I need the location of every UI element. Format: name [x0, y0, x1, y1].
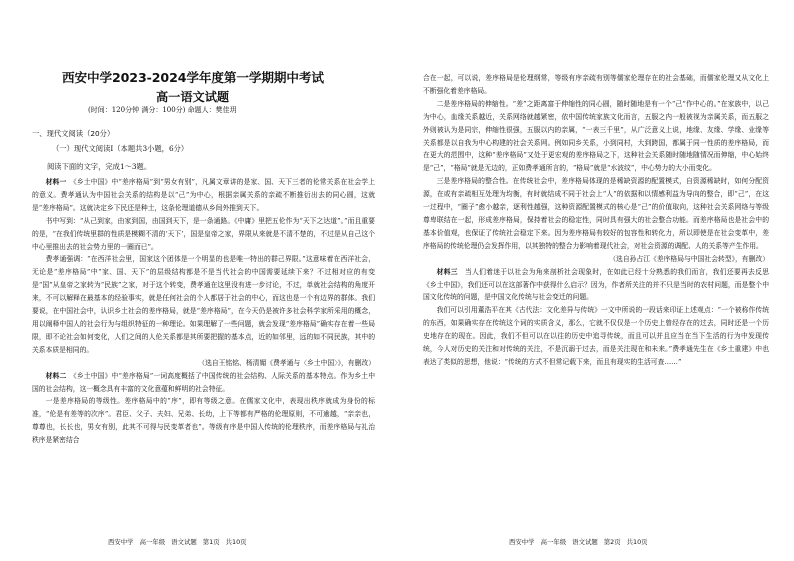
material-one [32, 176, 375, 447]
material-one-source: （选自王铭铭、杨清媚《费孝通与〈乡土中国〉》，有删改） [198, 358, 375, 367]
material-two-label: 材料二 [45, 371, 67, 380]
material-three-label: 材料三 [436, 267, 458, 276]
material-one-label: 材料一 [45, 178, 67, 186]
material-three-para-2: 我们可以引用董浩平在其《古代法：文化差异与传统》一文中所说的一段话来印证上述观点：“一个被称作传统的东西，如果确实存在传统这个词的实质含义，那么，它就不仅仅是一个历史上曾经存在的过去，同时还是一个历史地存在的现在。因此，我们不但可以在以往的历史中追寻传统，而且可以并且应当在当下生活的行为中发现传统，今人对历史的关注和对传统的关注，不是沉溺于过去，而是关注现在和未来。”费孝通先生在《乡土重建》中也表达了类似的思想，他说：“传统的方式不但常记载下来，而且有现实的生活可查……” [423, 306, 769, 366]
paragraph-flexibility: 二是差序格局的伸缩性。“差”之距离富于伸缩性的同心圆，随时随地是有一个“己”作中心的。”在家族中，以己为中心，血缘关系越近，关系网络就越紧密，依中国传统家族文化而言，五服之内一般被视为亲属关系，而五服之外则被认为是同宗，伸缩性很强，五服以内的亲属，“一表三千里”，从广泛意义上说，地缘、友缘、学缘、业缘等关系都是以自我为中心构建的社会关系网。例如同乡关系，小到同村，大到跨国，都属于同一性质的差序格局，而在更大的范围中，这种“差序格局”又处于更宏观的差序格局之下，这种社会关系随时随地随情况而伸缩，中心始终是“己”，“格局”就是无边的，正如费孝通所言的，“格局”就是“水波纹”，中心势力的大小而变化。 [423, 99, 769, 173]
material-two-para-1: 《乡土中国》中“差序格局”一词高度概括了中国传统的社会结构、人际关系的基本特点。作为乡土中国的社会结构，这一概念具有丰富的文化意蕴和鲜明的社会特征。 [32, 371, 376, 393]
exam-subtitle: 高一语文试题 [156, 90, 230, 104]
page-footer-1: 西安中学 高一年级 语文试题 第1页 共10页 [108, 538, 247, 546]
exam-title: 西安中学2023-2024学年度第一学期期中考试 [62, 70, 324, 85]
exam-page-2 [397, 0, 794, 561]
material-two-source: （选自孙占江《差序格局与中国社会转型》，有删改） [609, 254, 769, 263]
material-three-para-1: 当人们着迷于以社会为角来剖析社会现象时，在如此已经十分熟悉的我们而言，我们还要再去反思《乡土中国》，我们还可以在这部著作中获得什么启示？因为，作者所关注的并不只是当时的农村问题，而是整个中国文化传统的问题，是中国文化传统与社会变迁的问题。 [423, 267, 770, 302]
material-one-para-1: 《乡土中国》中“差序格局”到“男女有别”，凡属文章讲的是家、国、天下三者的伦常关系在社会学上的意义。费孝通认为中国社会关系的结构是以“己”为中心，根据亲属关系的亲疏不断推衍出去的同心圆，这就是“差序格局”。这就决定乡下民还是种土，这条伦理道德从乡间外推到天下。 [32, 178, 376, 212]
paragraph-integration: 三是差序格局的整合性。在传统社会中，差序格局体现的是稀缺资源的配置模式，自资源稀缺时，如何分配资源，在或有亲疏相互处理为均衡，有时就结成不同于社会上“人”的依据和以情感利益为导向的整合，即“己”，在这一过程中，“圈子”愈小越亲，逐利性越强，这种资源配置模式的核心是“己”的价值取向，这种社会关系网络与等级尊卑联结在一起，形成差序格局，保持着社会的稳定性，同时具有强大的社会整合功能。而差序格局也是社会中的基本价值观，也保证了传统社会稳定下来。因为差序格局有较好的包容性和转化力，所以即使是在社会变革中，差序格局的传统伦理仍会发挥作用，以其独特的整合力影响着现代社会，对社会资源的调配、人的关系等产生作用。 [423, 177, 769, 250]
page-footer-2: 西安中学 高一年级 语文试题 第2页 共10页 [509, 538, 648, 546]
material-two-para-2: 一是差序格局的等级性。差序格局中的“序”，即有等级之意。在儒家文化中，表现出秩序就成为身份的标准，“伦是有差等的次序”。君臣、父子、夫妇、兄弟、长幼，上下等都有严格的伦理原则，不可逾越，“亲亲也，尊尊也，长长也，男女有别，此其不可得与民变革者也”。等级有序是中国人传统的伦理秩序，而差序格局与礼治秩序是紧密结合 [32, 397, 375, 445]
reading-instruction: 阅读下面的文字，完成1～3题。 [47, 162, 152, 171]
section-heading: 一、现代文阅读（20分） [32, 129, 115, 138]
page-two-body [423, 72, 769, 369]
material-one-para-2: 书中写到：“从己到家，由家到国，由国到天下，是一条通路。《中庸》里把五伦作为“天下之达道”。”而且重要的是，“在我们传统里群的性质是模糊不清的‘天下’，国是皇帝之家，界限从来就是不清不楚的，不过是从自己这个中心里推出去的社会势力里的一圈而已”。 [32, 216, 375, 251]
exam-meta: (时间：120分钟 满分：100分) 命题人：樊佳玥 [88, 106, 237, 114]
material-one-para-3: 费孝通强调：“在西洋社会里，国家这个团体是一个明显的也是唯一特出的群己界限。”这意味着在西洋社会，无论是“差序格局”中“家、国、天下”的层级结构都是不是当代社会的中国需要延续下来？不过相对应的有变是“国”从皇帝之家转为“民族”之家，对于这个转变，费孝通在这里没有进一步讨论，不过，单就社会结构的角度开来，不可以解释在最基本的经验事实，就是任何社会的个人都居于社会的中心，而这也是一个有边界的群体。我们要说，在中国社会中，认识乡土社会的差序格局，就是“差序格局”，在今天仍是被许多社会科学家所采用的概念，用以阐释中国人的社会行为与组织特征的一种理论。如果理解了一些问题，就会发现“差序格局”确实存在着一些局限，即不论社会如何变化，人们之间的人伦关系都是其所要把握的基本点，近的如邻里，远的如不同民族，其中的关系本质是相同的。 [32, 255, 375, 354]
continued-paragraph: 合在一起，可以说，差序格局是伦理纲常，等级有序亲疏有别等儒家伦理存在的社会基础，而儒家伦理又从文化上不断强化着差序格局。 [423, 74, 769, 95]
subsection-heading: （一）现代文阅读Ⅰ（本题共3小题，6分） [52, 144, 189, 153]
